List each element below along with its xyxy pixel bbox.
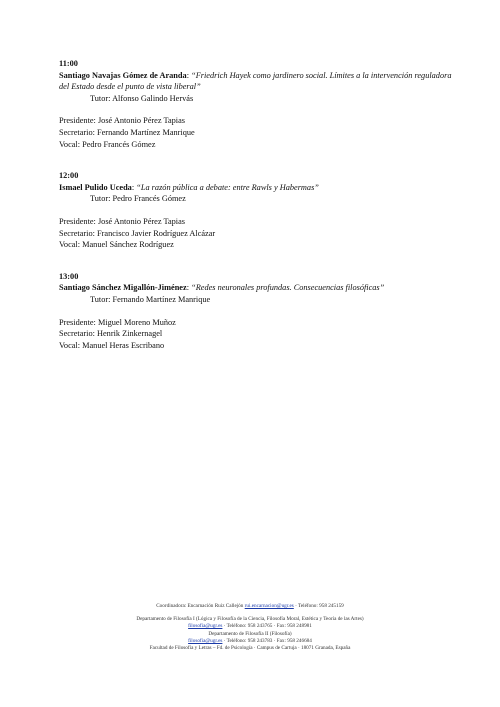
coordinator-email-link[interactable]: rui.encarnacion@ugr.es (244, 603, 294, 609)
talk-title: “Friedrich Hayek como jardinero social. Límites a la intervención reguladora del Estado desde el punto de vista liberal” (59, 70, 452, 92)
tutor-line: Tutor: Alfonso Galindo Hervás (90, 93, 194, 103)
defense-schedule (59, 58, 459, 351)
dept1-name: Departamento de Filosofía I (Lógica y Filosofía de la Ciencia, Filosofía Moral, Estética y Teoría de las Artes) (136, 616, 364, 623)
tutor-line: Tutor: Fernando Martínez Manrique (90, 294, 211, 304)
session-heading: Ismael Pulido Uceda: “La razón pública a debate: entre Rawls y Habermas” (59, 182, 319, 192)
coordinator-phone: · Teléfono: 958 245159 (295, 603, 344, 609)
speaker-name: Santiago Sánchez Migallón-Jiménez (59, 283, 187, 293)
committee-president: Presidente: Miguel Moreno Muñoz (59, 317, 176, 327)
session-2 (59, 170, 459, 251)
talk-title: “Redes neuronales profundas. Consecuencias filosóficas” (191, 283, 385, 293)
session-heading: Santiago Navajas Gómez de Aranda: “Friedrich Hayek como jardinero social. Límites a la intervención reguladora del Estado desde el punto de vista liberal” (59, 70, 452, 92)
session-time: 11:00 (59, 59, 78, 68)
committee-vocal: Vocal: Manuel Sánchez Rodríguez (59, 240, 174, 250)
committee-secretary: Secretario: Henrik Zinkernagel (59, 329, 163, 339)
committee (59, 317, 459, 352)
committee-secretary: Secretario: Francisco Javier Rodríguez Alcázar (59, 228, 216, 238)
committee-vocal: Vocal: Manuel Heras Escribano (59, 340, 165, 350)
session-3 (59, 271, 459, 352)
committee-president: Presidente: José Antonio Pérez Tapias (59, 116, 186, 126)
faculty-address: Facultad de Filosofía y Letras – Fd. de Psicología · Campus de Cartuja · 18071 Granada, España (149, 645, 351, 652)
committee-vocal: Vocal: Pedro Francés Gómez (59, 139, 156, 149)
speaker-name: Santiago Navajas Gómez de Aranda (59, 70, 187, 80)
speaker-name: Ismael Pulido Uceda (59, 182, 132, 192)
coordination-line (60, 603, 440, 610)
dept2-email-link[interactable]: filosofia@ugr.es (188, 637, 223, 644)
dept1-contact-line (60, 623, 440, 630)
talk-title: “La razón pública a debate: entre Rawls y Habermas” (136, 182, 319, 192)
dept1-email-link[interactable]: filosofia@ugr.es (188, 623, 223, 630)
page-footer (60, 603, 440, 652)
session-time: 13:00 (59, 271, 79, 281)
coordinator-name: Coordinadora: Encarnación Ruiz Callejón (156, 603, 244, 609)
committee (59, 216, 459, 251)
dept2-contact-line (60, 638, 440, 645)
dept2-contact: · Teléfono: 958 243783 · Fax: 958 246684 (223, 637, 312, 644)
dept1-contact: · Teléfono: 958 243765 · Fax: 958 248981 (223, 623, 312, 630)
tutor-line: Tutor: Pedro Francés Gómez (90, 194, 186, 204)
dept2-name: Departamento de Filosofía II (Filosofía) (208, 630, 292, 637)
session-heading: Santiago Sánchez Migallón-Jiménez: “Redes neuronales profundas. Consecuencias filosóficas” (59, 283, 385, 293)
session-1 (59, 58, 459, 150)
session-time: 12:00 (59, 171, 79, 181)
committee-president: Presidente: José Antonio Pérez Tapias (59, 216, 186, 226)
committee (59, 115, 459, 150)
committee-secretary: Secretario: Fernando Martínez Manrique (59, 127, 195, 137)
